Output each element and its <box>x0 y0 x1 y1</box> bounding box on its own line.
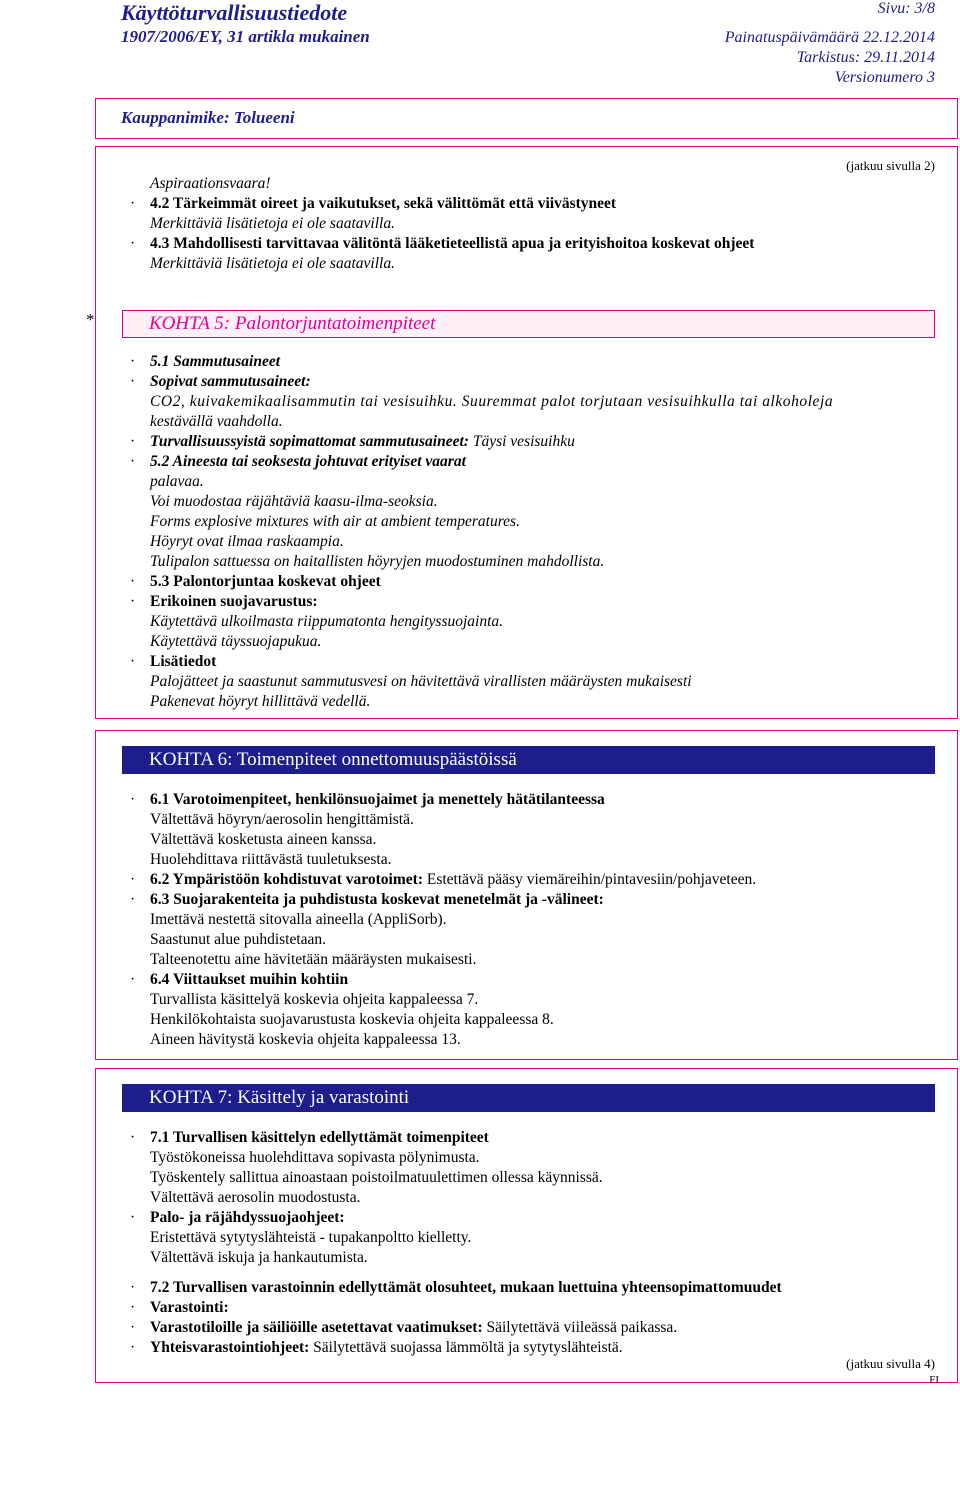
subsection-heading: · 4.2 Tärkeimmät oireet ja vaikutukset, sekä välittömät että viivästyneet <box>130 195 617 212</box>
text-line: Saastunut alue puhdistetaan. <box>150 931 327 948</box>
text-line: Turvallista käsittelyä koskevia ohjeita kappaleessa 7. <box>150 991 479 1008</box>
text-line: Vältettävä höyryn/aerosolin hengittämistä. <box>150 811 414 828</box>
text-line: Huolehdittava riittävästä tuuletuksesta. <box>150 851 392 868</box>
text-line: palavaa. <box>150 473 204 490</box>
subsection-heading: · Lisätiedot <box>130 653 217 670</box>
subsection-heading: · 6.4 Viittaukset muihin kohtiin <box>130 971 349 988</box>
print-date: Painatuspäivämäärä 22.12.2014 <box>724 29 935 46</box>
text-line: Palojätteet ja saastunut sammutusvesi on hävitettävä virallisten määräysten mukaisesti <box>150 673 692 690</box>
subsection-heading: · 6.1 Varotoimenpiteet, henkilönsuojaimet ja menettely hätätilanteessa <box>130 791 605 808</box>
text-line: Eristettävä sytytyslähteistä - tupakanpoltto kielletty. <box>150 1229 472 1246</box>
language-code: FI <box>929 1374 939 1386</box>
subsection-heading: · Palo- ja räjähdyssuojaohjeet: <box>130 1209 345 1226</box>
trade-name: Kauppanimike: Tolueeni <box>121 108 295 127</box>
text-line: Tulipalon sattuessa on haitallisten höyryjen muodostuminen mahdollista. <box>150 553 605 570</box>
text-line: Työskentely sallittua ainoastaan poistoilmatuulettimen ollessa käynnissä. <box>150 1169 603 1186</box>
labelled-line: · 6.2 Ympäristöön kohdistuvat varotoimet: Estettävä pääsy viemäreihin/pintavesiin/pohjaveteen. <box>130 871 757 888</box>
subsection-heading: · Varastointi: <box>130 1299 229 1316</box>
subsection-heading: · 5.3 Palontorjuntaa koskevat ohjeet <box>130 573 381 590</box>
text-line: Työstökoneissa huolehdittava sopivasta pölynimusta. <box>150 1149 480 1166</box>
document-title: Käyttöturvallisuustiedote <box>121 0 348 25</box>
subsection-heading: · 6.3 Suojarakenteita ja puhdistusta koskevat menetelmät ja -välineet: <box>130 891 604 908</box>
revision-date: Tarkistus: 29.11.2014 <box>796 49 935 66</box>
subsection-heading: · 7.2 Turvallisen varastoinnin edellyttämät olosuhteet, mukaan luettuina yhteensopimattomuudet <box>130 1279 782 1296</box>
text-line: Aspiraationsvaara! <box>150 175 271 192</box>
version-number: Versionumero 3 <box>834 69 935 86</box>
text-line: Forms explosive mixtures with air at ambient temperatures. <box>150 513 520 530</box>
text-line: Vältettävä aerosolin muodostusta. <box>150 1189 361 1206</box>
change-marker: * <box>86 310 95 329</box>
subsection-heading: · Erikoinen suojavarustus: <box>130 593 318 610</box>
text-line: Vältettävä iskuja ja hankautumista. <box>150 1249 368 1266</box>
text-line: CO2, kuivakemikaalisammutin tai vesisuihku. Suuremmat palot torjutaan vesisuihkulla tai alkoholeja <box>150 393 834 410</box>
text-line: kestävällä vaahdolla. <box>150 413 283 430</box>
regulation-reference: 1907/2006/EY, 31 artikla mukainen <box>121 27 370 46</box>
text-line: Merkittäviä lisätietoja ei ole saatavilla. <box>150 255 395 272</box>
text-line: Imettävä nestettä sitovalla aineella (AppliSorb). <box>150 911 447 928</box>
section-7-heading: KOHTA 7: Käsittely ja varastointi <box>122 1084 935 1112</box>
text-line: Talteenotettu aine hävitetään määräysten mukaisesti. <box>150 951 477 968</box>
text-line: Käytettävä ulkoilmasta riippumatonta hengityssuojainta. <box>150 613 504 630</box>
labelled-line: · Turvallisuussyistä sopimattomat sammutusaineet: Täysi vesisuihku <box>130 433 575 450</box>
subsection-heading: · 5.2 Aineesta tai seoksesta johtuvat erityiset vaarat <box>130 453 466 470</box>
section-6-heading: KOHTA 6: Toimenpiteet onnettomuuspäästöissä <box>122 746 935 774</box>
text-line: Pakenevat höyryt hillittävä vedellä. <box>150 693 371 710</box>
text-line: Höyryt ovat ilmaa raskaampia. <box>150 533 344 550</box>
text-line: Käytettävä täyssuojapukua. <box>150 633 322 650</box>
subsection-heading: · Sopivat sammutusaineet: <box>130 373 311 390</box>
text-line: Vältettävä kosketusta aineen kanssa. <box>150 831 377 848</box>
text-line: Aineen hävitystä koskevia ohjeita kappaleessa 13. <box>150 1031 461 1048</box>
continued-from-note: (jatkuu sivulla 2) <box>846 158 935 173</box>
page-number: Sivu: 3/8 <box>877 0 935 17</box>
text-line: Henkilökohtaista suojavarustusta koskevia ohjeita kappaleessa 8. <box>150 1011 554 1028</box>
section-5-heading: KOHTA 5: Palontorjuntatoimenpiteet <box>122 310 935 338</box>
text-line: Voi muodostaa räjähtäviä kaasu-ilma-seoksia. <box>150 493 438 510</box>
continued-to-note: (jatkuu sivulla 4) <box>846 1356 935 1371</box>
subsection-heading: · 7.1 Turvallisen käsittelyn edellyttämät toimenpiteet <box>130 1129 489 1146</box>
text-line: Merkittäviä lisätietoja ei ole saatavilla. <box>150 215 395 232</box>
subsection-heading: · 4.3 Mahdollisesti tarvittavaa välitöntä lääketieteellistä apua ja erityishoitoa koskevat ohjeet <box>130 235 755 252</box>
labelled-line: · Yhteisvarastointiohjeet: Säilytettävä suojassa lämmöltä ja sytytyslähteistä. <box>130 1339 623 1356</box>
labelled-line: · Varastotiloille ja säiliöille asetettavat vaatimukset: Säilytettävä viileässä paikassa. <box>130 1319 678 1336</box>
subsection-heading: · 5.1 Sammutusaineet <box>130 353 281 370</box>
